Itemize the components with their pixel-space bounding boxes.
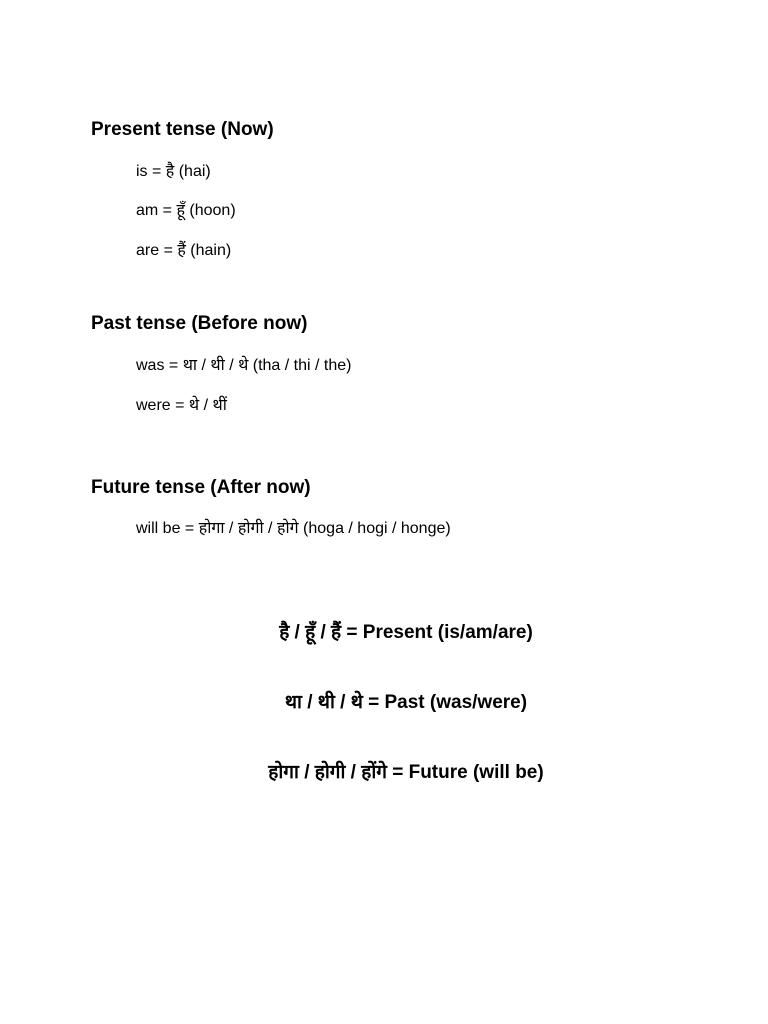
future-line-will-be: will be = होगा / होगी / होगे (hoga / hogi / honge) [136, 520, 451, 537]
present-tense-heading: Present tense (Now) [91, 119, 274, 140]
future-tense-heading: Future tense (After now) [91, 477, 311, 498]
past-tense-heading: Past tense (Before now) [91, 313, 308, 334]
present-line-are: are = हैं (hain) [136, 242, 232, 259]
summary-present: है / हूँ / हैं = Present (is/am/are) [279, 622, 533, 643]
present-line-is: is = है (hai) [136, 163, 211, 180]
summary-future: होगा / होगी / होंगे = Future (will be) [268, 762, 544, 783]
past-line-was: was = था / थी / थे (tha / thi / the) [136, 357, 352, 374]
summary-past: था / थी / थे = Past (was/were) [284, 692, 528, 713]
present-line-am: am = हूँ (hoon) [136, 202, 236, 219]
past-line-were: were = थे / थीं [136, 397, 227, 414]
